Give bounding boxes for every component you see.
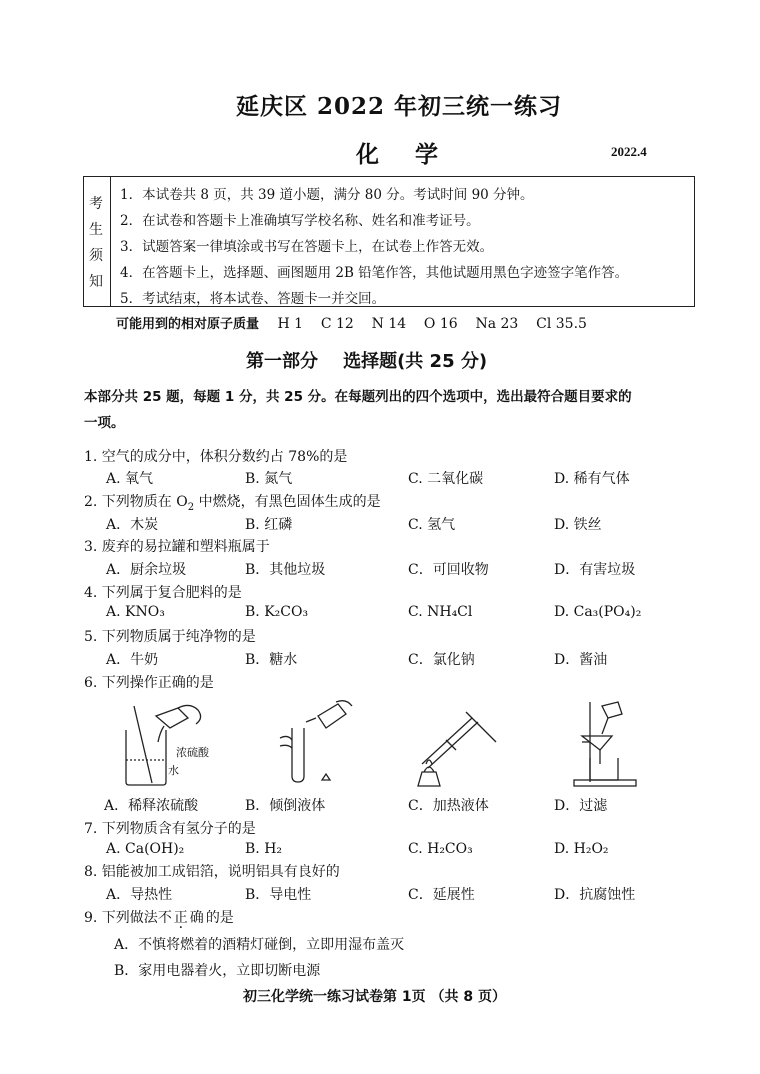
figure-label-acid: 浓硫酸 (176, 746, 209, 759)
notice-box (83, 176, 695, 307)
emphasized-text: 不正确 (157, 910, 206, 926)
option-d: D．有害垃圾 (554, 562, 636, 578)
section-intro-line2: 一项。 (84, 415, 125, 431)
option-d: D. 铁丝 (554, 517, 602, 533)
option-c: C．加热液体 (408, 798, 489, 814)
pour-liquid-figure (270, 698, 360, 788)
option-c: C. H₂CO₃ (408, 841, 473, 857)
option-c: C．可回收物 (408, 562, 489, 578)
heat-liquid-figure (400, 698, 500, 788)
atomic-masses-values: H 1 C 12 N 14 O 16 Na 23 Cl 35.5 (277, 316, 587, 332)
question-stem (84, 491, 381, 513)
exam-title: 延庆区 2022 年初三统一练习 (236, 93, 563, 120)
stem-part: 9. 下列做法 (84, 910, 158, 926)
filtration-figure (566, 698, 646, 788)
option-b: B．导电性 (245, 887, 312, 903)
option-b: B．倾倒液体 (245, 798, 326, 814)
option-d: D．抗腐蚀性 (554, 887, 636, 903)
option-a: A．不慎将燃着的酒精灯碰倒，立即用湿布盖灭 (114, 937, 405, 953)
question-stem: 4. 下列属于复合肥料的是 (84, 585, 242, 601)
option-c: C. NH₄Cl (408, 604, 473, 620)
page-footer: 初三化学统一练习试卷第 1页 （共 8 页） (243, 989, 506, 1005)
option-b: B. 红磷 (245, 517, 293, 533)
option-a: A．牛奶 (106, 652, 159, 668)
option-c: C．氯化钠 (408, 652, 475, 668)
question-stem (84, 907, 234, 927)
section-intro-line1: 本部分共 25 题，每题 1 分，共 25 分。在每题列出的四个选项中，选出最符合题目要求的 (84, 389, 632, 405)
section-title: 第一部分 选择题(共 25 分) (246, 351, 488, 372)
option-a: A. KNO₃ (106, 604, 165, 620)
notice-item: 2．在试卷和答题卡上准确填写学校名称、姓名和准考证号。 (120, 213, 480, 229)
option-a: A．厨余垃圾 (106, 562, 187, 578)
notice-label-column (84, 177, 111, 306)
option-c: C. 二氧化碳 (408, 471, 484, 487)
notice-label-char: 知 (89, 274, 103, 290)
option-a: A. Ca(OH)₂ (106, 841, 185, 857)
question-stem: 7. 下列物质含有氢分子的是 (84, 821, 256, 837)
exam-date: 2022.4 (611, 144, 647, 159)
option-d: D. Ca₃(PO₄)₂ (554, 604, 642, 620)
notice-item: 4．在答题卡上，选择题、画图题用 2B 铅笔作答，其他试题用黑色字迹签字笔作答。 (120, 265, 629, 281)
atomic-masses-label: 可能用到的相对原子质量 (116, 317, 260, 332)
question-stem: 5. 下列物质属于纯净物的是 (84, 629, 256, 645)
option-a: A. 氧气 (106, 471, 154, 487)
option-d: D. 稀有气体 (554, 471, 630, 487)
option-b: B．其他垃圾 (245, 562, 326, 578)
figure-label-water: 水 (168, 764, 179, 777)
notice-item: 3．试题答案一律填涂或书写在答题卡上，在试卷上作答无效。 (120, 239, 494, 255)
option-c: C．延展性 (408, 887, 475, 903)
option-a: A．导热性 (106, 887, 173, 903)
question-stem: 1. 空气的成分中，体积分数约占 78%的是 (84, 449, 348, 465)
stem-part: 的是 (205, 910, 234, 926)
question-stem: 8. 铝能被加工成铝箔，说明铝具有良好的 (84, 864, 340, 880)
option-b: B．糖水 (245, 652, 298, 668)
option-b: B．家用电器着火，立即切断电源 (114, 963, 321, 979)
notice-item: 1．本试卷共 8 页，共 39 道小题，满分 80 分。考试时间 90 分钟。 (120, 187, 534, 203)
option-b: B. K₂CO₃ (245, 604, 309, 620)
option-c: C. 氢气 (408, 517, 456, 533)
option-b: B. H₂ (245, 841, 283, 857)
option-a: A．稀释浓硫酸 (104, 798, 199, 814)
option-d: D．过滤 (554, 798, 608, 814)
question-stem: 3. 废弃的易拉罐和塑料瓶属于 (84, 539, 270, 555)
notice-label-char: 须 (89, 248, 103, 264)
notice-label-char: 生 (89, 222, 103, 238)
stem-part: 2. 下列物质在 O (84, 494, 188, 510)
subscript: 2 (187, 501, 195, 513)
question-stem: 6. 下列操作正确的是 (84, 675, 214, 691)
notice-label-char: 考 (89, 196, 103, 212)
subject-title: 化 学 (356, 141, 453, 168)
option-d: D．酱油 (554, 652, 608, 668)
notice-item: 5．考试结束，将本试卷、答题卡一并交回。 (120, 291, 386, 307)
option-b: B. 氮气 (245, 471, 293, 487)
stem-part: 中燃烧，有黑色固体生成的是 (194, 494, 381, 510)
option-d: D. H₂O₂ (554, 841, 609, 857)
option-a: A．木炭 (106, 517, 159, 533)
atomic-masses-line (116, 313, 587, 332)
